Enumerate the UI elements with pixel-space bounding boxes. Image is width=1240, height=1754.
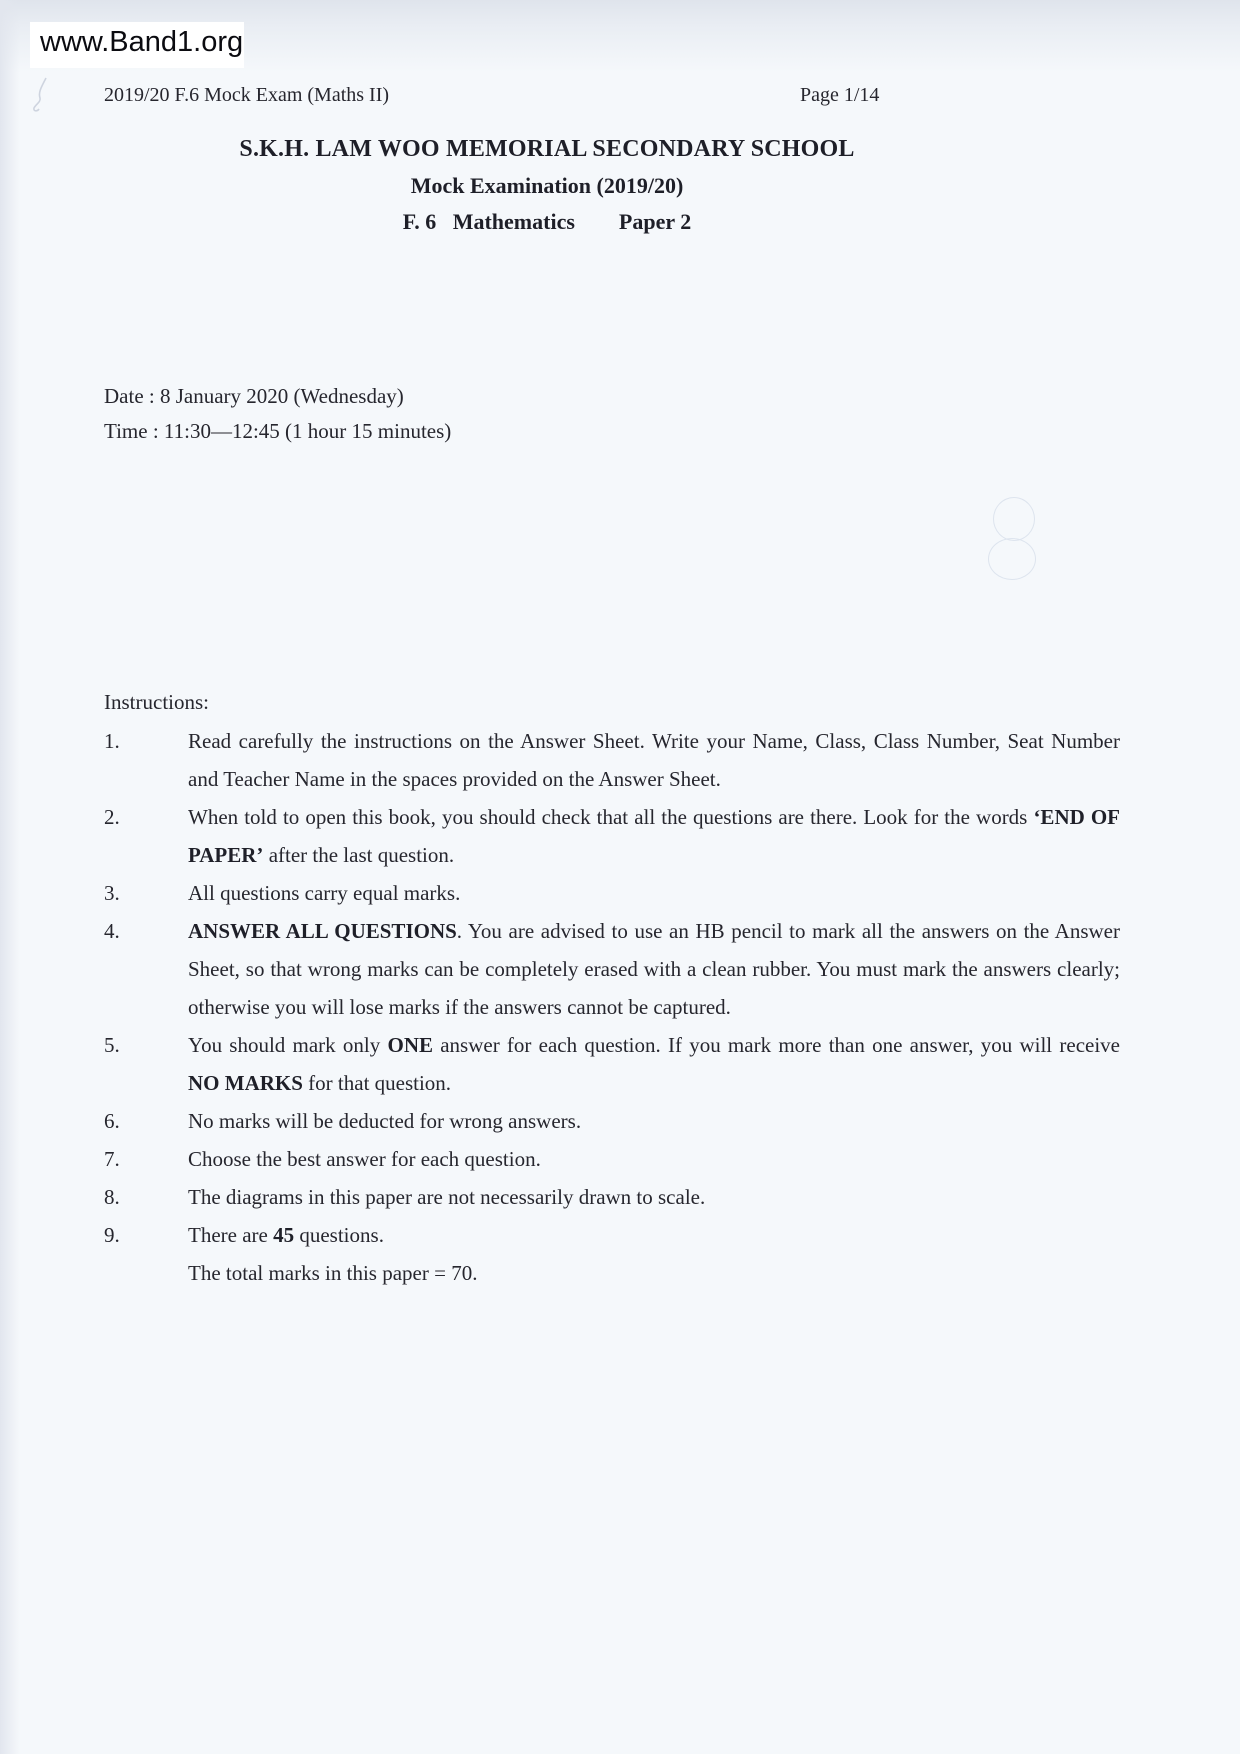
instruction-text: Choose the best answer for each question.: [188, 1147, 541, 1171]
instruction-item: [104, 1216, 1120, 1254]
instruction-text: Read carefully the instructions on the Answer Sheet. Write your Name, Class, Class Number, Seat Number and Teacher Name in the spaces provided on the Answer Sheet.: [188, 729, 1120, 791]
instruction-text: No marks will be deducted for wrong answers.: [188, 1109, 582, 1133]
exam-time: Time : 11:30—12:45 (1 hour 15 minutes): [104, 419, 452, 443]
instruction-item: [104, 722, 1120, 798]
instruction-number: 8.: [104, 1185, 120, 1209]
exam-name: Mock Examination (2019/20): [410, 173, 684, 198]
instruction-item: [104, 798, 1120, 874]
instruction-item: [104, 1140, 1120, 1178]
instruction-item: [104, 912, 1120, 1026]
school-name: S.K.H. LAM WOO MEMORIAL SECONDARY SCHOOL: [239, 136, 855, 162]
instruction-number: 5.: [104, 1033, 120, 1057]
paper-name: F. 6 Mathematics Paper 2: [402, 209, 692, 234]
header-page-number: Page 1/14: [800, 84, 880, 106]
instruction-number: 6.: [104, 1109, 120, 1133]
instruction-text: There are 45 questions.: [188, 1223, 384, 1247]
instruction-text: ANSWER ALL QUESTIONS. You are advised to use an HB pencil to mark all the answers on the Answer Sheet, so that wrong marks can be completely erased with a clean rubber. You must mark the answers clearly; otherwise you will lose marks if the answers cannot be captured.: [188, 919, 1120, 1019]
title-block: [0, 136, 1094, 235]
instruction-text: The diagrams in this paper are not necessarily drawn to scale.: [188, 1185, 706, 1209]
scan-left-shading: [0, 0, 20, 1754]
watermark-text: www.Band1.org: [40, 26, 244, 58]
instruction-number: 9.: [104, 1223, 120, 1247]
instruction-item: [104, 1026, 1120, 1102]
instruction-number: 2.: [104, 805, 120, 829]
scan-artifact-circle: [988, 538, 1036, 580]
instruction-text: You should mark only ONE answer for each question. If you mark more than one answer, you will receive NO MARKS for that question.: [188, 1033, 1120, 1095]
instruction-item: [104, 1254, 1120, 1292]
pen-mark-artifact: [22, 72, 62, 122]
instruction-item: [104, 1178, 1120, 1216]
instruction-number: 4.: [104, 919, 120, 943]
instruction-text: The total marks in this paper = 70.: [188, 1261, 478, 1285]
header-exam-label: 2019/20 F.6 Mock Exam (Maths II): [104, 84, 390, 106]
instruction-item: [104, 874, 1120, 912]
scan-artifact-circle: [993, 497, 1035, 541]
instruction-text: When told to open this book, you should check that all the questions are there. Look for the words ‘END OF PAPER’ after the last question.: [188, 805, 1120, 867]
instructions-heading: Instructions:: [104, 690, 209, 714]
instruction-item: [104, 1102, 1120, 1140]
exam-date: Date : 8 January 2020 (Wednesday): [104, 384, 404, 408]
instruction-number: 1.: [104, 729, 120, 753]
instructions-list: [104, 722, 1120, 1292]
instruction-number: 7.: [104, 1147, 120, 1171]
instruction-text: All questions carry equal marks.: [188, 881, 461, 905]
instruction-number: 3.: [104, 881, 120, 905]
